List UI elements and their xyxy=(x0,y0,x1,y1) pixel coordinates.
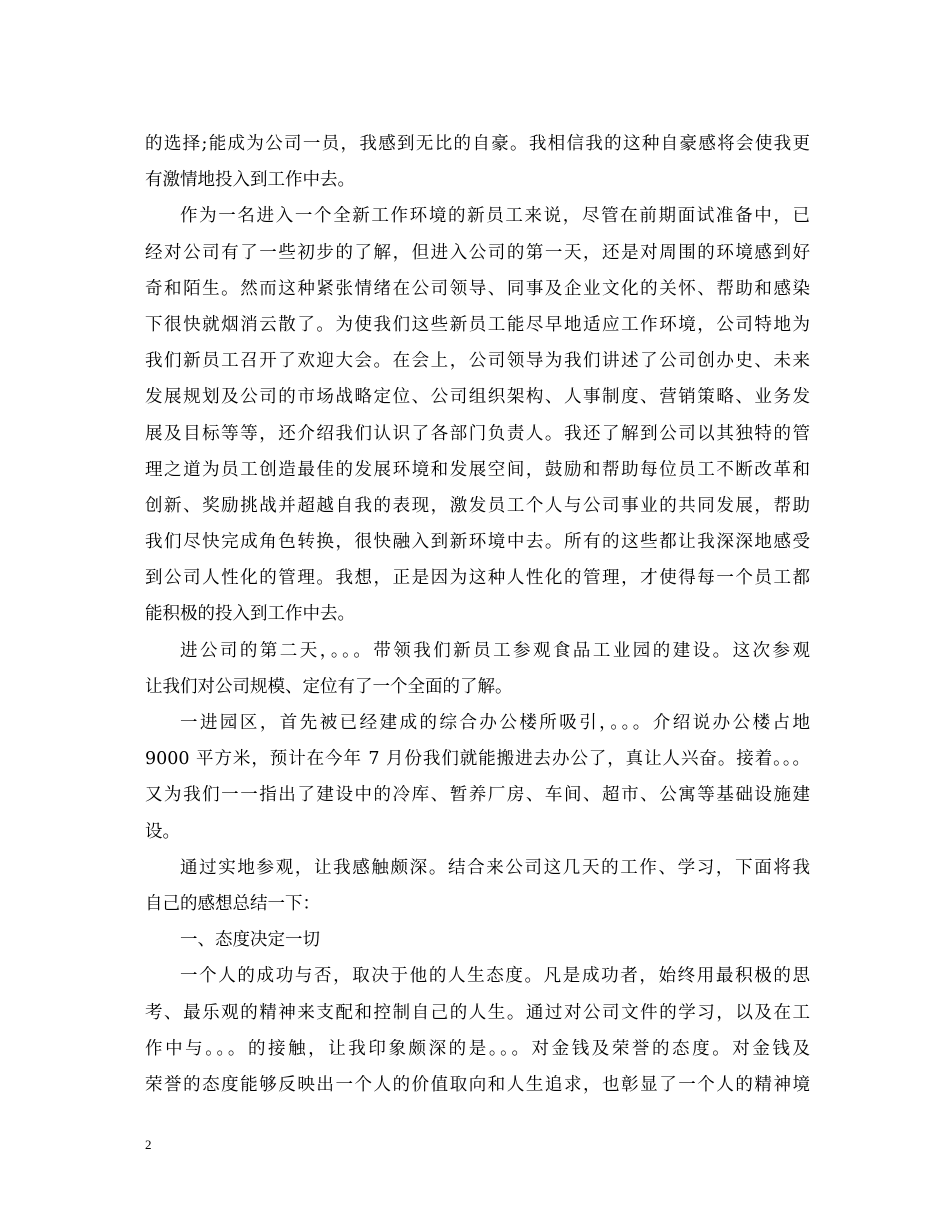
text-line: 作中与。。。的接触，让我印象颇深的是。。。对金钱及荣誉的态度。对金钱及 xyxy=(145,1038,810,1059)
text-line: 下很快就烟消云散了。为使我们这些新员工能尽早地适应工作环境，公司特地为 xyxy=(145,314,810,335)
text-line: 展及目标等等，还介绍我们认识了各部门负责人。我还了解到公司以其独特的管 xyxy=(145,423,810,444)
text-line: 一个人的成功与否，取决于他的人生态度。凡是成功者，始终用最积极的思 xyxy=(180,966,810,987)
text-line: 发展规划及公司的市场战略定位、公司组织架构、人事制度、营销策略、业务发 xyxy=(145,387,810,408)
text-line: 作为一名进入一个全新工作环境的新员工来说，尽管在前期面试准备中，已 xyxy=(180,206,810,227)
text-line: 创新、奖励挑战并超越自我的表现，激发员工个人与公司事业的共同发展，帮助 xyxy=(145,495,810,516)
text-line: 到公司人性化的管理。我想，正是因为这种人性化的管理，才使得每一个员工都 xyxy=(145,568,810,589)
text-line: 能积极的投入到工作中去。 xyxy=(145,604,355,625)
text-line: 的选择;能成为公司一员，我感到无比的自豪。我相信我的这种自豪感将会使我更 xyxy=(145,134,810,154)
text-line: 进公司的第二天，。。。带领我们新员工参观食品工业园的建设。这次参观 xyxy=(180,640,810,661)
text-line: 又为我们一一指出了建设中的冷库、暂养厂房、车间、超市、公寓等基础设施建 xyxy=(145,785,810,806)
text-line: 奇和陌生。然而这种紧张情绪在公司领导、同事及企业文化的关怀、帮助和感染 xyxy=(145,278,810,299)
text-line: 我们新员工召开了欢迎大会。在会上，公司领导为我们讲述了公司创办史、未来 xyxy=(145,351,810,372)
text-line: 通过实地参观，让我感触颇深。结合来公司这几天的工作、学习，下面将我 xyxy=(180,857,810,878)
text-line: 有激情地投入到工作中去。 xyxy=(145,170,355,191)
text-line: 9000 平方米，预计在今年 7 月份我们就能搬进去办公了，真让人兴奋。接着。。。 xyxy=(145,749,810,770)
text-line: 一、态度决定一切 xyxy=(180,930,320,951)
text-line: 自己的感想总结一下： xyxy=(145,893,320,914)
text-line: 经对公司有了一些初步的了解，但进入公司的第一天，还是对周围的环境感到好 xyxy=(145,242,810,263)
text-line: 考、最乐观的精神来支配和控制自己的人生。通过对公司文件的学习，以及在工 xyxy=(145,1002,810,1023)
text-line: 荣誉的态度能够反映出一个人的价值取向和人生追求，也彰显了一个人的精神境 xyxy=(145,1074,810,1095)
body-text xyxy=(145,126,810,1103)
text-line: 一进园区，首先被已经建成的综合办公楼所吸引，。。。介绍说办公楼占地 xyxy=(180,713,810,733)
text-line: 理之道为员工创造最佳的发展环境和发展空间，鼓励和帮助每位员工不断改革和 xyxy=(145,459,810,480)
page-number: 2 xyxy=(145,1137,152,1152)
text-line: 我们尽快完成角色转换，很快融入到新环境中去。所有的这些都让我深深地感受 xyxy=(145,532,810,553)
text-line: 让我们对公司规模、定位有了一个全面的了解。 xyxy=(145,676,513,697)
text-line: 设。 xyxy=(145,821,180,842)
